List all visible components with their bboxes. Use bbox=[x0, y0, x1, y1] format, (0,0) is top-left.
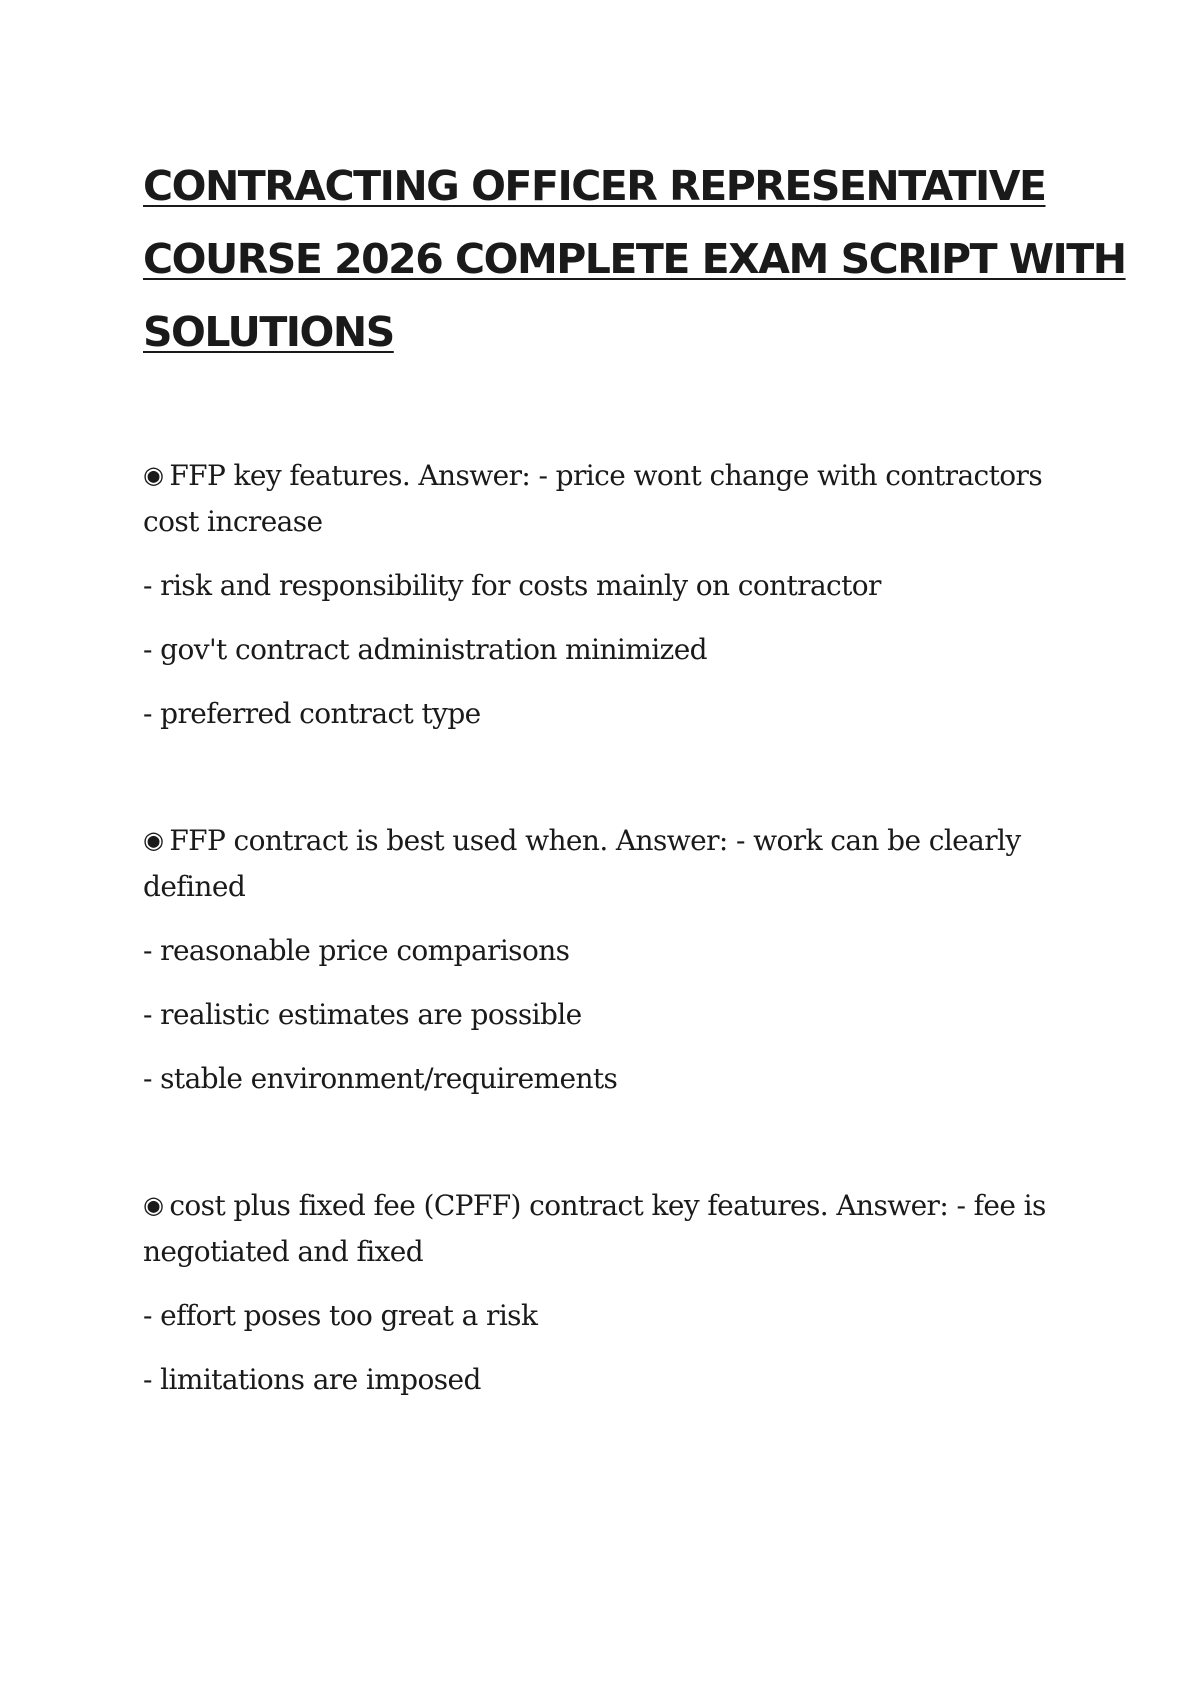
document-title bbox=[143, 150, 1126, 369]
answer-point: - risk and responsibility for costs mainly on contractor bbox=[143, 569, 881, 602]
title-line: COURSE 2026 COMPLETE EXAM SCRIPT WITH bbox=[143, 235, 1126, 283]
question-label: cost plus fixed fee (CPFF) contract key features. Answer: - fee is negotiated and fixed bbox=[143, 1189, 1046, 1268]
answer-point: - realistic estimates are possible bbox=[143, 998, 582, 1031]
question-text bbox=[143, 452, 1073, 545]
question-text bbox=[143, 1182, 1073, 1275]
answer-point: - preferred contract type bbox=[143, 697, 481, 730]
qa-item bbox=[143, 817, 1073, 1102]
answer-point: - effort poses too great a risk bbox=[143, 1299, 538, 1332]
answer-point: - gov't contract administration minimized bbox=[143, 633, 708, 666]
qa-item bbox=[143, 1182, 1073, 1403]
radio-bullet-icon: ◉ bbox=[143, 1191, 164, 1219]
qa-item bbox=[143, 452, 1073, 737]
answer-point: - reasonable price comparisons bbox=[143, 934, 570, 967]
answer-point: - limitations are imposed bbox=[143, 1363, 481, 1396]
radio-bullet-icon: ◉ bbox=[143, 826, 164, 854]
radio-bullet-icon: ◉ bbox=[143, 461, 164, 489]
question-label: FFP key features. Answer: - price wont change with contractors cost increase bbox=[143, 459, 1043, 538]
question-label: FFP contract is best used when. Answer: - work can be clearly defined bbox=[143, 824, 1021, 903]
title-line: SOLUTIONS bbox=[143, 308, 394, 356]
qa-list bbox=[143, 452, 1073, 1483]
question-text bbox=[143, 817, 1073, 910]
answer-point: - stable environment/requirements bbox=[143, 1062, 618, 1095]
title-line: CONTRACTING OFFICER REPRESENTATIVE bbox=[143, 162, 1046, 210]
